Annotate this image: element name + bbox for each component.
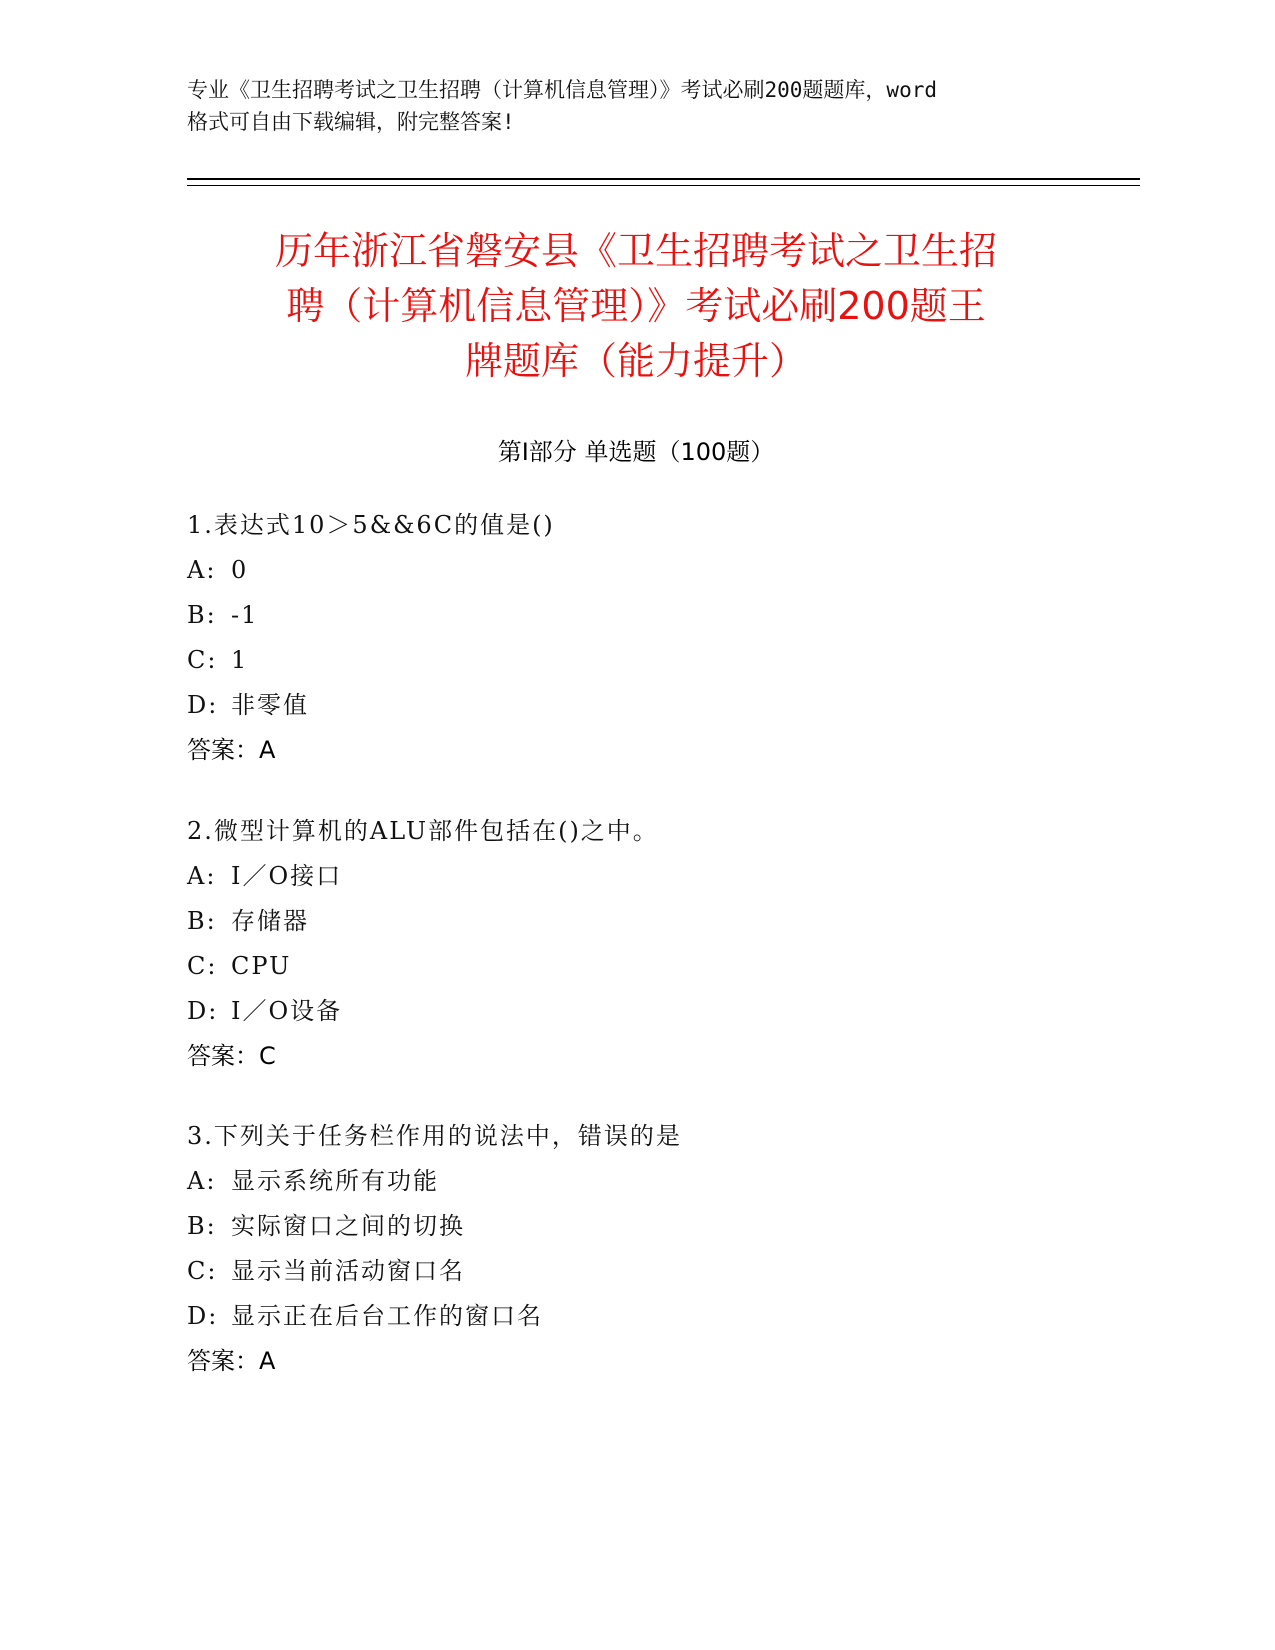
option-key: C:: [187, 646, 218, 674]
option-b: [187, 593, 1087, 638]
option-key: B:: [187, 1212, 217, 1240]
header-line-1: 专业《卫生招聘考试之卫生招聘（计算机信息管理）》考试必刷200题题库，word: [187, 78, 937, 102]
header-line-2: 格式可自由下载编辑，附完整答案!: [187, 110, 515, 134]
header-divider-thick: [187, 178, 1140, 180]
option-c: [187, 1249, 1087, 1294]
option-a: [187, 854, 1087, 899]
option-text: 显示当前活动窗口名: [231, 1257, 465, 1285]
option-key: D:: [187, 997, 219, 1025]
question-2: [187, 809, 1087, 1079]
question-stem: 2.微型计算机的ALU部件包括在()之中。: [187, 817, 659, 845]
option-text: I／O设备: [231, 997, 343, 1025]
option-c: [187, 638, 1087, 683]
section-heading: 第Ⅰ部分 单选题（100题）: [497, 438, 775, 466]
option-key: C:: [187, 1257, 218, 1285]
option-text: 存储器: [231, 907, 309, 935]
option-a: [187, 1159, 1087, 1204]
option-key: A:: [187, 862, 217, 890]
option-text: I／O接口: [231, 862, 343, 890]
question-stem: 1.表达式10＞5&&6C的值是(): [187, 511, 555, 539]
answer-line: 答案：A: [187, 1347, 276, 1375]
question-3: [187, 1114, 1087, 1384]
option-text: 非零值: [231, 691, 309, 719]
option-key: A:: [187, 556, 217, 584]
option-text: CPU: [231, 952, 292, 980]
option-text: 实际窗口之间的切换: [231, 1212, 465, 1240]
option-key: B:: [187, 907, 217, 935]
document-header-note: [187, 74, 1087, 138]
option-c: [187, 944, 1087, 989]
option-text: 显示正在后台工作的窗口名: [231, 1302, 543, 1330]
option-key: D:: [187, 1302, 219, 1330]
option-text: 显示系统所有功能: [231, 1167, 439, 1195]
option-key: C:: [187, 952, 218, 980]
question-stem: 3.下列关于任务栏作用的说法中，错误的是: [187, 1122, 682, 1150]
question-1: [187, 503, 1087, 773]
title-line-1: 历年浙江省磐安县《卫生招聘考试之卫生招: [274, 229, 997, 273]
option-key: B:: [187, 601, 217, 629]
option-key: D:: [187, 691, 219, 719]
document-title: [187, 224, 1085, 389]
option-text: 1: [231, 646, 249, 674]
answer-line: 答案：A: [187, 736, 276, 764]
option-d: [187, 1294, 1087, 1339]
header-divider-thin: [187, 185, 1140, 186]
option-key: A:: [187, 1167, 217, 1195]
option-text: -1: [231, 601, 259, 629]
option-a: [187, 548, 1087, 593]
option-b: [187, 1204, 1087, 1249]
answer-line: 答案：C: [187, 1042, 276, 1070]
option-b: [187, 899, 1087, 944]
option-text: 0: [231, 556, 249, 584]
option-d: [187, 683, 1087, 728]
title-line-3: 牌题库（能力提升）: [464, 339, 807, 383]
title-line-2: 聘（计算机信息管理）》考试必刷200题王: [286, 284, 986, 328]
option-d: [187, 989, 1087, 1034]
